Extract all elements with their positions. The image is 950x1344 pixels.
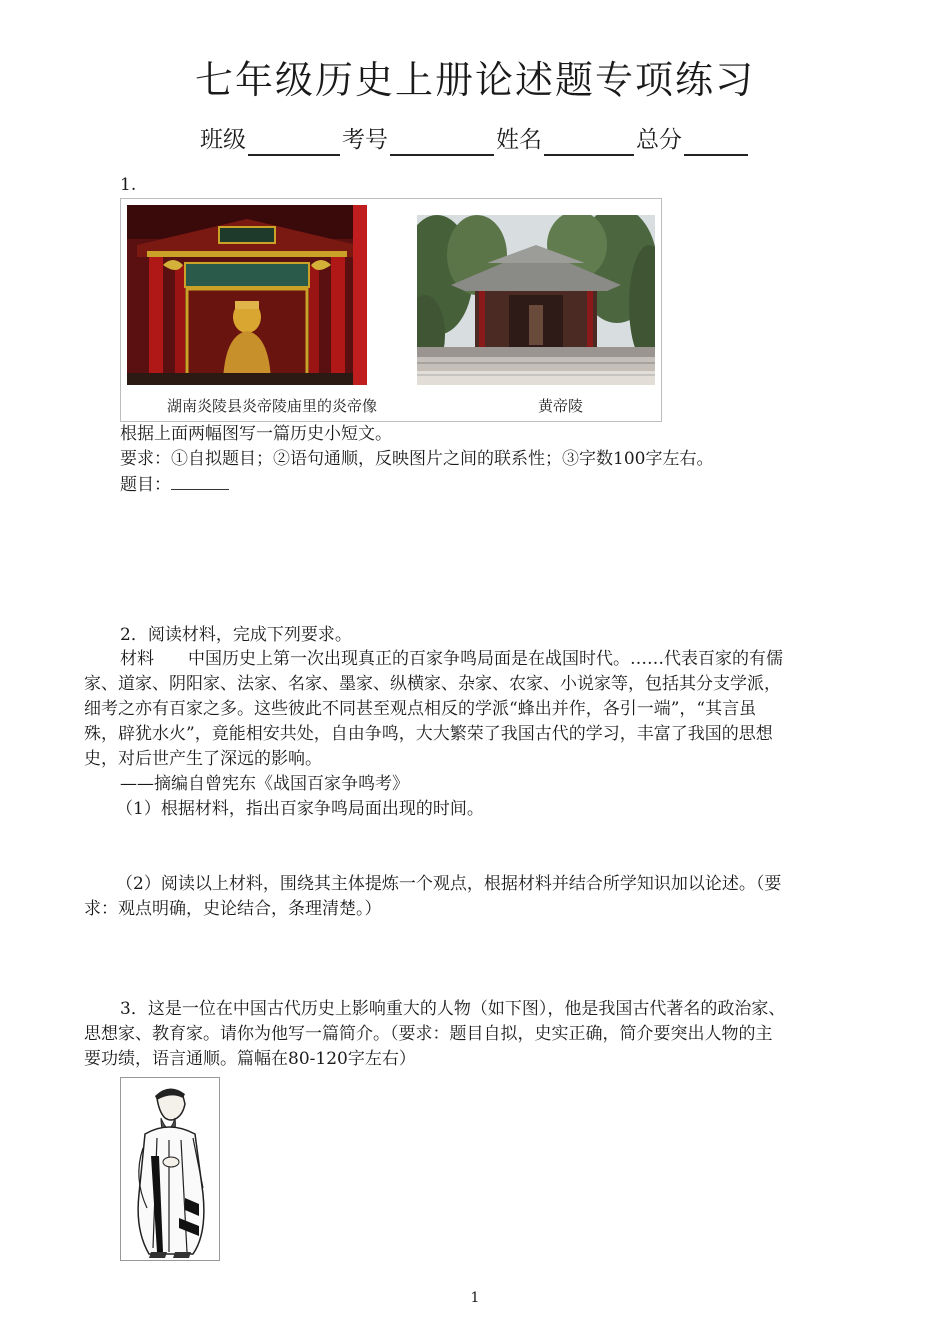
q2-intro: 2．阅读材料，完成下列要求。 (120, 625, 352, 645)
q2-material-line-3: 细考之亦有百家之多。这些彼此不同甚至观点相反的学派“蜂出并作，各引一端”，“其言虽 (84, 699, 757, 719)
q2-subquestion-2-line-1: （2）阅读以上材料，围绕其主体提炼一个观点，根据材料并结合所学知识加以论述。（要 (116, 874, 782, 894)
yan-emperor-statue-photo (127, 205, 367, 385)
q1-instruction: 根据上面两幅图写一篇历史小短文。 (120, 424, 392, 444)
q2-material-line-1: 材料 中国历史上第一次出现真正的百家争鸣局面是在战国时代。……代表百家的有儒 (120, 649, 783, 669)
score-blank[interactable] (684, 128, 748, 156)
q3-line-1: 3．这是一位在中国古代历史上影响重大的人物（如下图），他是我国古代著名的政治家、 (120, 999, 786, 1019)
q1-topic-blank[interactable] (171, 471, 229, 490)
q2-material-line-5: 史，对后世产生了深远的影响。 (84, 749, 322, 769)
q2-subquestion-2-line-2: 求：观点明确，史论结合，条理清楚。） (84, 899, 382, 919)
caption-yan-emperor: 湖南炎陵县炎帝陵庙里的炎帝像 (167, 397, 378, 415)
q1-photo-panel (120, 198, 662, 422)
q2-material-line-4: 殊，辟犹水火”，竟能相安共处，自由争鸣，大大繁荣了我国古代的学习，丰富了我国的思想 (84, 724, 773, 744)
page-number: 1 (470, 1290, 480, 1306)
historical-figure-portrait (120, 1077, 220, 1261)
class-blank[interactable] (248, 128, 340, 156)
q2-source: ——摘编自曾宪东《战国百家争鸣考》 (120, 774, 409, 794)
q1-requirements: 要求：①自拟题目；②语句通顺，反映图片之间的联系性；③字数100字左右。 (120, 449, 714, 469)
name-label: 姓名 (496, 127, 542, 153)
q3-line-2: 思想家、教育家。请你为他写一篇简介。（要求：题目自拟，史实正确，简介要突出人物的主 (84, 1024, 773, 1044)
q2-material-line-2: 家、道家、阴阳家、法家、名家、墨家、纵横家、杂家、农家、小说家等，包括其分支学派， (84, 674, 781, 694)
exam-no-label: 考号 (342, 127, 388, 153)
score-label: 总分 (636, 127, 682, 153)
q1-topic-label: 题目： (120, 475, 171, 495)
page-title: 七年级历史上册论述题专项练习 (194, 58, 755, 102)
caption-yellow-emperor: 黄帝陵 (538, 397, 584, 415)
header-fields (200, 124, 750, 156)
q1-topic (120, 471, 229, 498)
class-label: 班级 (200, 127, 246, 153)
exam-no-blank[interactable] (390, 128, 494, 156)
yellow-emperor-mausoleum-photo (417, 215, 655, 385)
q1-number: 1. (120, 175, 137, 195)
q2-subquestion-1: （1）根据材料，指出百家争鸣局面出现的时间。 (116, 799, 484, 819)
scholar-portrait-drawing (121, 1078, 219, 1260)
q3-line-3: 要功绩，语言通顺。篇幅在80-120字左右） (84, 1049, 416, 1069)
name-blank[interactable] (544, 128, 634, 156)
